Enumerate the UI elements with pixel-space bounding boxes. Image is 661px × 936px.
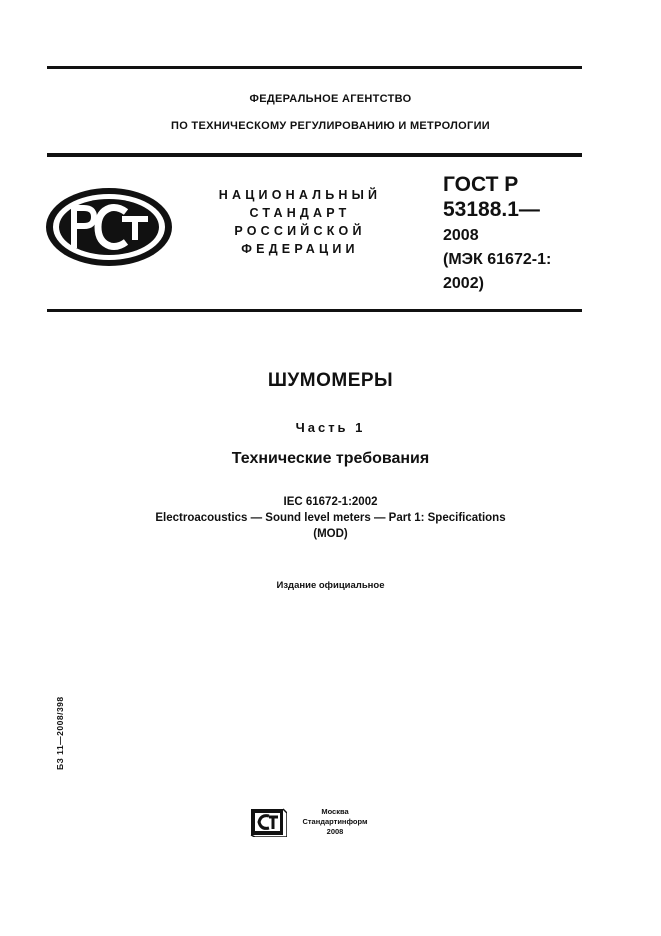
national-standard-line: ФЕДЕРАЦИИ bbox=[241, 242, 359, 256]
iec-line-3: (MOD) bbox=[313, 528, 348, 540]
publisher-year: 2008 bbox=[326, 827, 344, 836]
standard-designation bbox=[443, 172, 551, 296]
iec-reference bbox=[0, 494, 661, 542]
document-title: ШУМОМЕРЫ bbox=[267, 370, 394, 391]
publisher-info bbox=[298, 807, 372, 837]
rst-logo-icon bbox=[44, 186, 174, 268]
part-label: Часть 1 bbox=[295, 420, 366, 435]
national-standard-line: РОССИЙСКОЙ bbox=[234, 224, 366, 238]
publisher-name: Стандартинформ bbox=[302, 817, 368, 826]
header-rule bbox=[47, 153, 582, 157]
designation-line-4: (МЭК 61672-1: bbox=[443, 251, 552, 268]
side-note: БЗ 11—2008/398 bbox=[55, 696, 65, 770]
designation-line-2: 53188.1— bbox=[443, 198, 540, 221]
national-standard-label bbox=[205, 186, 395, 258]
designation-line-1: ГОСТ Р bbox=[443, 173, 519, 196]
designation-line-5: 2002) bbox=[443, 275, 484, 292]
national-standard-line: НАЦИОНАЛЬНЫЙ bbox=[218, 188, 382, 202]
top-rule bbox=[47, 66, 582, 69]
national-standard-line: СТАНДАРТ bbox=[249, 206, 351, 220]
document-subtitle: Технические требования bbox=[231, 450, 430, 467]
designation-line-3: 2008 bbox=[443, 227, 479, 244]
standartinform-logo-icon bbox=[247, 807, 287, 837]
publisher-city: Москва bbox=[321, 807, 349, 816]
agency-line-1: ФЕДЕРАЛЬНОЕ АГЕНТСТВО bbox=[249, 93, 412, 105]
iec-line-1: IEC 61672-1:2002 bbox=[283, 496, 378, 508]
edition-label: Издание официальное bbox=[276, 580, 385, 591]
iec-line-2: Electroacoustics — Sound level meters — Part 1: Specifications bbox=[155, 512, 506, 524]
header-bottom-rule bbox=[47, 309, 582, 312]
agency-line-2: ПО ТЕХНИЧЕСКОМУ РЕГУЛИРОВАНИЮ И МЕТРОЛОГИИ bbox=[171, 120, 490, 132]
